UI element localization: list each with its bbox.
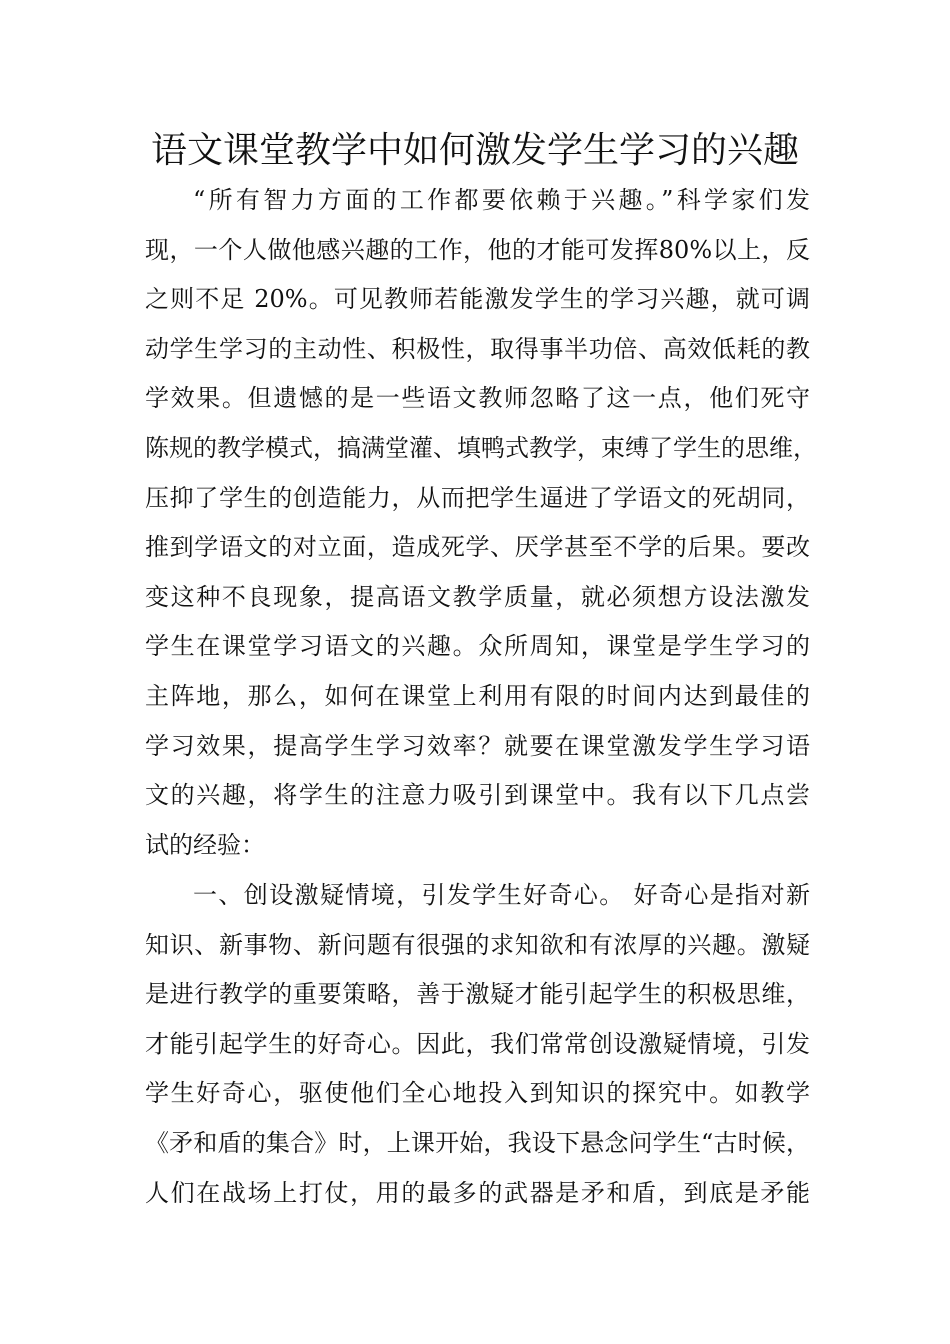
text-line: 动学生学习的主动性、积极性，取得事半功倍、高效低耗的教 [145, 334, 810, 363]
text-line: 学效果。但遗憾的是一些语文教师忽略了这一点，他们死守 [145, 384, 810, 413]
text-line: 压抑了学生的创造能力，从而把学生逼进了学语文的死胡同， [145, 483, 810, 512]
text-line: 变这种不良现象，提高语文教学质量，就必须想方设法激发 [145, 582, 810, 611]
text-line: 学习效果，提高学生学习效率？就要在课堂激发学生学习语 [145, 731, 810, 760]
text-line: 试的经验： [145, 830, 265, 859]
text-line: 学生在课堂学习语文的兴趣。众所周知，课堂是学生学习的 [145, 632, 810, 661]
text-line: 是进行教学的重要策略，善于激疑才能引起学生的积极思维， [145, 980, 810, 1009]
text-line: 文的兴趣，将学生的注意力吸引到课堂中。我有以下几点尝 [145, 781, 810, 810]
text-line: 才能引起学生的好奇心。因此，我们常常创设激疑情境，引发 [145, 1029, 810, 1058]
document-title: 语文课堂教学中如何激发学生学习的兴趣 [150, 130, 799, 171]
text-line: 人们在战场上打仗，用的最多的武器是矛和盾，到底是矛能 [145, 1178, 810, 1207]
text-line: 陈规的教学模式，搞满堂灌、填鸭式教学，束缚了学生的思维， [145, 433, 817, 462]
text-line: 《矛和盾的集合》时，上课开始，我设下悬念问学生“古时候， [145, 1128, 810, 1157]
text-line: 现，一个人做他感兴趣的工作，他的才能可发挥80%以上，反 [145, 235, 810, 264]
text-line: 之则不足 20%。可见教师若能激发学生的学习兴趣，就可调 [145, 285, 810, 314]
text-line: 知识、新事物、新问题有很强的求知欲和有浓厚的兴趣。激疑 [145, 930, 810, 959]
text-line: 主阵地，那么，如何在课堂上利用有限的时间内达到最佳的 [145, 681, 810, 710]
paragraph-intro [145, 176, 817, 870]
text-line: 一、创设激疑情境，引发学生好奇心。 好奇心是指对新 [193, 881, 810, 909]
paragraph-section-one [145, 871, 810, 1218]
text-line: 学生好奇心，驱使他们全心地投入到知识的探究中。如教学 [145, 1079, 810, 1108]
text-line: “所有智力方面的工作都要依赖于兴趣。”科学家们发 [193, 186, 810, 214]
text-line: 推到学语文的对立面，造成死学、厌学甚至不学的后果。要改 [145, 533, 810, 562]
